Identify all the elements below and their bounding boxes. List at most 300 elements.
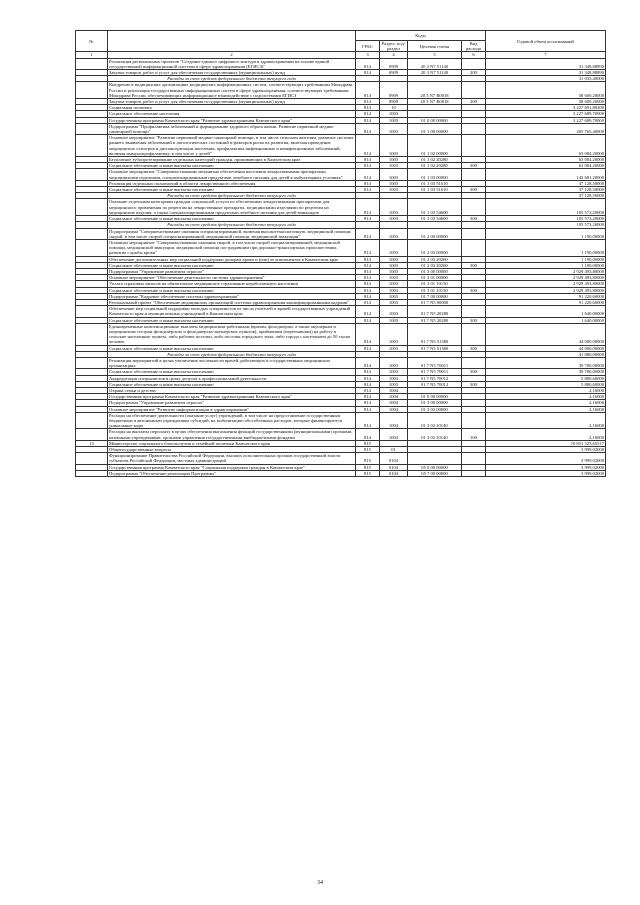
row-grbs-cell: 814 xyxy=(356,293,380,299)
row-name-cell: Основное мероприятие "Развитие первичной медико-санитарной помощи, в том числе сельским жителям, развитие системы раннего выявления заболеваний и патологических состояний и факторов риска их развития, включая проведение медицинских осмотров и диспансеризации населения, профилактика инфекционных и неинфекционных заболеваний, включая иммунопрофилактику, в том числе у детей" xyxy=(108,135,356,157)
row-rzpr-cell: 1003 xyxy=(380,256,408,262)
row-name-cell: Подпрограмма "Кадровое обеспечение системы здравоохранения" xyxy=(108,293,356,299)
row-grbs-cell: 814 xyxy=(356,262,380,268)
row-grbs-cell: 814 xyxy=(356,306,380,317)
row-name-cell: Основное мероприятие "Совершенствование оказания скорой, в том числе скорой специализированной, медицинской помощи, медицинской эвакуации, медицинской помощи пострадавшим при дорожно-транспортных происшествиях, развитие службы крови" xyxy=(108,239,356,256)
budget-table xyxy=(75,30,606,477)
row-rzpr-cell: 1003 xyxy=(380,381,408,387)
idx-cell: 5 xyxy=(408,52,462,58)
row-grbs-cell: 814 xyxy=(356,400,380,406)
row-name-cell: Основное мероприятие "Развитие информатизации в здравоохранении" xyxy=(108,406,356,412)
row-vr-cell: 300 xyxy=(462,187,486,193)
row-number-cell xyxy=(76,412,108,429)
row-rzpr-cell: 1003 xyxy=(380,345,408,351)
row-sum-cell: 39 700,00000 xyxy=(486,357,606,368)
row-sum-cell: 105 573,20000 xyxy=(486,199,606,216)
row-grbs-cell: 814 xyxy=(356,123,380,134)
idx-cell: 4 xyxy=(380,52,408,58)
row-sum-cell: 91 220,60000 xyxy=(486,293,606,299)
row-sum-cell: 10 831 525,65517 xyxy=(486,440,606,446)
row-cs-cell: 01 1 02 00000 xyxy=(408,135,462,157)
row-cs-cell: 01 7 N5 00000 xyxy=(408,299,462,305)
row-grbs-cell: 815 xyxy=(356,440,380,446)
row-name-cell: Расходы на обеспечение деятельности (оказание услуг) учреждений, в том числе на предоставление государственным бюджетным и автономным учреждениям субсидий, на мобилизацию обособленных расходов, которые финансируются уникальные коды xyxy=(108,412,356,429)
row-cs-cell: 01 2 03 20260 xyxy=(408,256,462,262)
row-number-cell xyxy=(76,357,108,368)
row-vr-cell: 300 xyxy=(462,317,486,323)
row-vr-cell xyxy=(462,323,486,345)
row-grbs-cell: 814 xyxy=(356,256,380,262)
row-sum-cell: 3 227 689,70000 xyxy=(486,117,606,123)
row-rzpr-cell: 0104 xyxy=(380,464,408,470)
row-cs-cell: 01 7 N5 20280 xyxy=(408,306,462,317)
row-number-cell xyxy=(76,239,108,256)
row-rzpr-cell: 1003 xyxy=(380,287,408,293)
row-vr-cell xyxy=(462,239,486,256)
budget-table-sheet xyxy=(75,30,605,477)
row-rzpr-cell: 1003 xyxy=(380,187,408,193)
row-cs-cell: 01 7 N5 51380 xyxy=(408,323,462,345)
row-grbs-cell: 814 xyxy=(356,412,380,429)
row-sum-cell: 63 084,20000 xyxy=(486,157,606,163)
row-vr-cell: 300 xyxy=(462,345,486,351)
row-name-cell: Уплата страховых взносов на обязательное медицинское страхование неработающего населения xyxy=(108,281,356,287)
row-sum-cell: 37 128,50000 xyxy=(486,187,606,193)
row-rzpr-cell: 1004 xyxy=(380,406,408,412)
row-sum-cell: 105 573,20000 xyxy=(486,222,606,228)
row-grbs-cell: 814 xyxy=(356,82,380,99)
row-grbs-cell: 814 xyxy=(356,105,380,111)
header-sum: Годовой объем ассигнований xyxy=(486,31,606,52)
row-sum-cell: 31 348,88890 xyxy=(486,70,606,76)
row-name-cell: Расходы за счет средств федерального бюджета текущего года xyxy=(108,193,356,199)
row-cs-cell: 01 1 03 54600 xyxy=(408,216,462,222)
row-sum-cell: 3 999,02000 xyxy=(486,464,606,470)
row-sum-cell: 2,16000 xyxy=(486,406,606,412)
header-name xyxy=(108,31,356,52)
row-grbs-cell: 814 xyxy=(356,135,380,157)
row-rzpr-cell: 1003 xyxy=(380,317,408,323)
row-grbs-cell: 814 xyxy=(356,323,380,345)
row-grbs-cell: 814 xyxy=(356,169,380,180)
row-name-cell: Социальное обеспечение населения xyxy=(108,111,356,117)
row-number-cell xyxy=(76,199,108,216)
row-rzpr-cell: 1003 xyxy=(380,157,408,163)
row-vr-cell xyxy=(462,228,486,239)
table-row xyxy=(76,239,606,256)
row-vr-cell xyxy=(462,199,486,216)
row-vr-cell xyxy=(462,123,486,134)
row-grbs-cell: 814 xyxy=(356,268,380,274)
row-name-cell: Подпрограмма "Профилактика заболеваний и формирование здорового образа жизни. Развитие первичной медико-санитарной помощи" xyxy=(108,123,356,134)
row-cs-cell: 01 1 03 51610 xyxy=(408,180,462,186)
row-sum-cell: 38 600,20000 xyxy=(486,99,606,105)
row-sum-cell: 205 765,40000 xyxy=(486,123,606,134)
row-name-cell: Подпрограмма "Обеспечение реализации Программы" xyxy=(108,470,356,476)
row-rzpr-cell: 1003 xyxy=(380,357,408,368)
row-name-cell: Министерство социального благополучия и семейной политики Камчатского края xyxy=(108,440,356,446)
row-sum-cell: 44 000,00000 xyxy=(486,345,606,351)
row-cs-cell: 20 3 N7 R0018 xyxy=(408,99,462,105)
row-rzpr-cell: 01 xyxy=(380,447,408,453)
row-sum-cell: 2 929 493,80000 xyxy=(486,275,606,281)
row-cs-cell: 20 3 N7 51140 xyxy=(408,58,462,69)
row-sum-cell: 3 999,02000 xyxy=(486,453,606,464)
row-sum-cell: 2 929 493,80000 xyxy=(486,268,606,274)
idx-cell: 1 xyxy=(76,52,108,58)
row-vr-cell: 100 xyxy=(462,429,486,440)
row-grbs-cell: 814 xyxy=(356,406,380,412)
row-cs-cell: 01 3 00 00000 xyxy=(408,400,462,406)
row-rzpr-cell: 1003 xyxy=(380,262,408,268)
row-grbs-cell: 814 xyxy=(356,199,380,216)
row-number-cell: 13 xyxy=(76,440,108,446)
row-number-cell xyxy=(76,58,108,69)
row-rzpr-cell: 1003 xyxy=(380,163,408,169)
row-rzpr-cell: 1003 xyxy=(380,117,408,123)
row-rzpr-cell: 1003 xyxy=(380,281,408,287)
row-name-cell: Реализация мероприятий в целях увеличения численности врачей, работающих в государственных медицинских организациях xyxy=(108,357,356,368)
row-grbs-cell: 814 xyxy=(356,99,380,105)
row-name-cell: Реализация отдельных полномочий в области лекарственного обеспечения xyxy=(108,180,356,186)
row-number-cell xyxy=(76,470,108,476)
table-row xyxy=(76,357,606,368)
row-grbs-cell: 814 xyxy=(356,275,380,281)
row-sum-cell: 3 999,02000 xyxy=(486,470,606,476)
header-vr: Вид расхода xyxy=(462,41,486,52)
row-grbs-cell: 815 xyxy=(356,447,380,453)
row-name-cell: Расходы за счет средств федерального бюджета текущего года xyxy=(108,76,356,82)
row-rzpr-cell: 1004 xyxy=(380,400,408,406)
row-cs-cell: 01 1 00 00000 xyxy=(408,123,462,134)
row-name-cell: Социальное обеспечение и иные выплаты населению xyxy=(108,369,356,375)
row-rzpr-cell: 1003 xyxy=(380,369,408,375)
table-row xyxy=(76,82,606,99)
row-grbs-cell: 814 xyxy=(356,429,380,440)
row-grbs-cell: 814 xyxy=(356,375,380,381)
row-cs-cell: 01 7 N5 70011 xyxy=(408,369,462,375)
row-vr-cell: 300 xyxy=(462,381,486,387)
page-number: 34 xyxy=(317,880,323,886)
row-vr-cell xyxy=(462,82,486,99)
row-cs-cell: 01 7 N5 20280 xyxy=(408,317,462,323)
row-name-cell: Подпрограмма "Совершенствование оказания специализированной, включая высокотехнологичную, медицинской помощи, скорой, в том числе скорой специализированной, медицинской помощи, медицинской эвакуации" xyxy=(108,228,356,239)
header-rzpr: Раздел, под-раздел xyxy=(380,41,408,52)
row-vr-cell: 200 xyxy=(462,70,486,76)
idx-cell: 6 xyxy=(462,52,486,58)
row-cs-cell: 05 7 00 00000 xyxy=(408,470,462,476)
row-grbs-cell: 814 xyxy=(356,345,380,351)
row-number-cell xyxy=(76,82,108,99)
row-grbs-cell: 814 xyxy=(356,228,380,239)
row-name-cell: Закупка товаров, работ и услуг для обеспечения государственных (муниципальных) нужд xyxy=(108,70,356,76)
idx-cell: 2 xyxy=(108,52,356,58)
row-number-cell xyxy=(76,135,108,157)
row-grbs-cell: 814 xyxy=(356,299,380,305)
row-number-cell xyxy=(76,429,108,440)
row-grbs-cell: 814 xyxy=(356,111,380,117)
row-cs-cell: 20 3 N7 51140 xyxy=(408,70,462,76)
row-sum-cell: 38 600,20000 xyxy=(486,82,606,99)
row-cs-cell: 01 7 N5 51380 xyxy=(408,345,462,351)
row-cs-cell: 01 7 N5 70011 xyxy=(408,357,462,368)
row-name-cell: Основное мероприятие "Совершенствование механизма обеспечения населения лекарственными препаратами, медицинскими изделиями, специализированными продуктами лечебного питания для детей в амбулаторных условиях" xyxy=(108,169,356,180)
row-sum-cell: 5 880,60000 xyxy=(486,375,606,381)
row-sum-cell: 37 128,50000 xyxy=(486,180,606,186)
row-cs-cell: 01 3 02 10140 xyxy=(408,412,462,429)
row-sum-cell: 3 999,02000 xyxy=(486,447,606,453)
row-vr-cell: 300 xyxy=(462,287,486,293)
row-vr-cell xyxy=(462,135,486,157)
row-cs-cell xyxy=(408,453,462,464)
row-rzpr-cell: 1003 xyxy=(380,275,408,281)
row-rzpr-cell: 1004 xyxy=(380,394,408,400)
row-cs-cell: 01 3 01 10150 xyxy=(408,287,462,293)
row-vr-cell xyxy=(462,357,486,368)
row-cs-cell: 01 3 01 00000 xyxy=(408,275,462,281)
row-cs-cell: 01 1 02 20280 xyxy=(408,157,462,163)
row-grbs-cell: 814 xyxy=(356,387,380,393)
row-name-cell: Расходы за счет средств федерального бюджета текущего года xyxy=(108,222,356,228)
row-number-cell xyxy=(76,123,108,134)
row-name-cell: Охрана семьи и детства xyxy=(108,387,356,393)
row-rzpr-cell: 0104 xyxy=(380,453,408,464)
row-grbs-cell: 815 xyxy=(356,464,380,470)
row-sum-cell: 41 880,00000 xyxy=(486,351,606,357)
row-sum-cell: 2,16000 xyxy=(486,412,606,429)
row-cs-cell: 01 1 02 20280 xyxy=(408,163,462,169)
row-sum-cell: 1 640,00000 xyxy=(486,306,606,317)
row-vr-cell xyxy=(462,306,486,317)
row-name-cell: Социальное обеспечение и иные выплаты населению xyxy=(108,216,356,222)
row-number-cell xyxy=(76,228,108,239)
row-sum-cell: 37 128,50000 xyxy=(486,193,606,199)
row-name-cell: Социальное обеспечение и иные выплаты населению xyxy=(108,262,356,268)
row-vr-cell: 300 xyxy=(462,163,486,169)
row-grbs-cell: 814 xyxy=(356,180,380,186)
row-name-cell: Бесплатное зубопротезирование отдельных категорий граждан, проживающих в Камчатском крае xyxy=(108,157,356,163)
row-cs-cell: 01 1 03 54600 xyxy=(408,199,462,216)
row-cs-cell: 01 7 00 00000 xyxy=(408,293,462,299)
row-sum-cell: 3 227 691,88200 xyxy=(486,105,606,111)
table-row xyxy=(76,323,606,345)
row-name-cell: Региональный проект "Обеспечение медицинских организаций системы здравоохранения квалифицированными кадрами" xyxy=(108,299,356,305)
row-name-cell: Основное мероприятие "Обеспечение деятельности системы здравоохранения" xyxy=(108,275,356,281)
row-name-cell: Социальное обеспечение и иные выплаты населению xyxy=(108,187,356,193)
row-vr-cell xyxy=(462,470,486,476)
table-row xyxy=(76,135,606,157)
row-rzpr-cell: 1004 xyxy=(380,412,408,429)
row-name-cell: Внедрение в медицинских организациях медицинских информационных систем, соответствующих требованиям Минздрава России и реализация государственных информационных систем в сфере здравоохранения, соответствующих требованиям Минздрава России, обеспечивающих информационное взаимодействие с подсистемами ЕГИСЗ xyxy=(108,82,356,99)
row-sum-cell: 105 573,20000 xyxy=(486,216,606,222)
row-grbs-cell: 814 xyxy=(356,70,380,76)
row-sum-cell: 2,16000 xyxy=(486,400,606,406)
header-num: № xyxy=(76,31,108,52)
row-name-cell: Общегосударственные вопросы xyxy=(108,447,356,453)
row-sum-cell: 2,16000 xyxy=(486,429,606,440)
row-rzpr-cell: 1003 xyxy=(380,180,408,186)
row-cs-cell: 05 0 00 00000 xyxy=(408,464,462,470)
row-sum-cell: 63 084,20000 xyxy=(486,135,606,157)
table-row xyxy=(76,453,606,464)
table-body xyxy=(76,58,606,476)
row-sum-cell: 1 640,00000 xyxy=(486,317,606,323)
row-sum-cell: 142 681,20000 xyxy=(486,169,606,180)
row-grbs-cell: 814 xyxy=(356,369,380,375)
row-vr-cell: 300 xyxy=(462,216,486,222)
row-cs-cell: 01 3 02 10140 xyxy=(408,429,462,440)
row-grbs-cell: 814 xyxy=(356,281,380,287)
row-rzpr-cell: 0909 xyxy=(380,70,408,76)
row-cs-cell: 01 3 02 00000 xyxy=(408,406,462,412)
table-row xyxy=(76,470,606,476)
row-grbs-cell: 814 xyxy=(356,157,380,163)
table-row xyxy=(76,199,606,216)
row-number-cell xyxy=(76,306,108,317)
row-sum-cell: 1 190,00000 xyxy=(486,239,606,256)
row-name-cell: Социальное обеспечение и иные выплаты населению xyxy=(108,381,356,387)
row-name-cell: Подпрограмма "Управление развитием отрасли" xyxy=(108,400,356,406)
row-grbs-cell: 814 xyxy=(356,394,380,400)
row-cs-cell: 01 1 03 00000 xyxy=(408,169,462,180)
row-sum-cell: 39 700,00000 xyxy=(486,369,606,375)
row-vr-cell xyxy=(462,58,486,69)
row-sum-cell: 2 929 493,80000 xyxy=(486,281,606,287)
row-rzpr-cell: 0104 xyxy=(380,470,408,476)
row-name-cell: Закупка товаров, работ и услуг для обеспечения государственных (муниципальных) нужд xyxy=(108,99,356,105)
row-name-cell: Расходы на выплаты персоналу в целях обеспечения выполнения функций государственными (муниципальными) органами, казенными учреждениями, органами управления государственными внебюджетными фондами xyxy=(108,429,356,440)
row-name-cell: Аккредитация специалистов в целях допуска к профессиональной деятельности xyxy=(108,375,356,381)
row-cs-cell: 01 3 00 00000 xyxy=(408,268,462,274)
row-grbs-cell: 814 xyxy=(356,239,380,256)
row-cs-cell: 01 0 00 00000 xyxy=(408,117,462,123)
row-rzpr-cell: 1003 xyxy=(380,135,408,157)
row-rzpr-cell: 1003 xyxy=(380,323,408,345)
row-rzpr-cell: 1003 xyxy=(380,299,408,305)
row-cs-cell: 01 7 N5 70012 xyxy=(408,375,462,381)
row-name-cell: Функционирование Правительства Российской Федерации, высших исполнительных органов государственной власти субъектов Российской Федерации, местных администраций xyxy=(108,453,356,464)
row-grbs-cell: 814 xyxy=(356,357,380,368)
row-name-cell: Государственная программа Камчатского края "Социальная поддержка граждан в Камчатском крае" xyxy=(108,464,356,470)
row-grbs-cell: 814 xyxy=(356,317,380,323)
row-rzpr-cell: 1003 xyxy=(380,199,408,216)
row-name-cell: Социальное обеспечение и иные выплаты населению xyxy=(108,163,356,169)
table-row xyxy=(76,123,606,134)
row-sum-cell: 44 000,00000 xyxy=(486,323,606,345)
row-cs-cell: 01 3 01 10150 xyxy=(408,281,462,287)
row-vr-cell: 200 xyxy=(462,99,486,105)
row-cs-cell: 01 0 00 00000 xyxy=(408,394,462,400)
row-rzpr-cell: 1003 xyxy=(380,268,408,274)
table-row xyxy=(76,169,606,180)
row-grbs-cell: 814 xyxy=(356,163,380,169)
row-rzpr-cell: 1003 xyxy=(380,228,408,239)
row-name-cell: Социальное обеспечение и иные выплаты населению xyxy=(108,345,356,351)
row-name-cell: Оказание отдельным категориям граждан социальной услуги по обеспечению лекарственными препаратами для медицинского применения по рецептам на лекарственные препараты, медицинскими изделиями по рецептам на медицинские изделия, а также специализированными продуктами лечебного питания для детей-инвалидов xyxy=(108,199,356,216)
row-grbs-cell: 814 xyxy=(356,117,380,123)
row-sum-cell: 63 084,20000 xyxy=(486,163,606,169)
row-cs-cell: 20 3 N7 R0018 xyxy=(408,82,462,99)
row-name-cell: Единовременные компенсационные выплаты медицинским работникам (врачам, фельдшерам, а также акушеркам и медицинским сестрам фельдшерских и фельдшерско-акушерских пунктов), прибывшим (переехавшим) на работу в сельские населенные пункты, либо рабочие поселки, либо поселки городского типа, либо города с населением до 50 тысяч человек xyxy=(108,323,356,345)
row-number-cell xyxy=(76,169,108,180)
idx-cell: 7 xyxy=(486,52,606,58)
row-rzpr-cell: 1003 xyxy=(380,375,408,381)
idx-cell: 3 xyxy=(356,52,380,58)
row-name-cell: Подпрограмма "Управление развитием отрасли" xyxy=(108,268,356,274)
row-rzpr-cell: 1003 xyxy=(380,111,408,117)
row-vr-cell xyxy=(462,453,486,464)
row-sum-cell: 1 190,00000 xyxy=(486,228,606,239)
row-name-cell: Социальное обеспечение и иные выплаты населению xyxy=(108,317,356,323)
row-name-cell: Социальное обеспечение и иные выплаты населению xyxy=(108,287,356,293)
row-sum-cell: 31 348,88890 xyxy=(486,58,606,69)
table-row xyxy=(76,429,606,440)
row-cs-cell: 01 2 03 00000 xyxy=(408,239,462,256)
row-rzpr-cell: 1004 xyxy=(380,429,408,440)
row-grbs-cell: 814 xyxy=(356,187,380,193)
table-row xyxy=(76,228,606,239)
row-sum-cell: 5 880,60000 xyxy=(486,381,606,387)
row-sum-cell: 31 035,40000 xyxy=(486,76,606,82)
row-rzpr-cell: 1003 xyxy=(380,239,408,256)
row-sum-cell: 1 190,00000 xyxy=(486,262,606,268)
header-codes: Коды xyxy=(356,31,486,41)
row-name-cell: Реализация региональных проектов "Создание единого цифрового контура в здравоохранении на основе единой государственной информационной системы в сфере здравоохранения (ЕГИСЗ)" xyxy=(108,58,356,69)
row-rzpr-cell: 1003 xyxy=(380,306,408,317)
row-sum-cell: 2,16000 xyxy=(486,387,606,393)
row-name-cell: Государственная программа Камчатского края "Развитие здравоохранения Камчатского края" xyxy=(108,117,356,123)
row-grbs-cell: 814 xyxy=(356,216,380,222)
row-rzpr-cell: 0909 xyxy=(380,99,408,105)
row-sum-cell: 2,16000 xyxy=(486,394,606,400)
row-vr-cell xyxy=(462,169,486,180)
row-rzpr-cell: 1003 xyxy=(380,123,408,134)
row-grbs-cell: 815 xyxy=(356,453,380,464)
row-vr-cell: 300 xyxy=(462,369,486,375)
row-vr-cell: 300 xyxy=(462,262,486,268)
row-cs-cell: 01 2 03 20260 xyxy=(408,262,462,268)
row-rzpr-cell: 1003 xyxy=(380,216,408,222)
row-sum-cell: 3 227 689,70000 xyxy=(486,111,606,117)
row-sum-cell: 2 929 493,80000 xyxy=(486,287,606,293)
row-name-cell: Государственная программа Камчатского края "Развитие здравоохранения Камчатского края" xyxy=(108,394,356,400)
row-rzpr-cell: 10 xyxy=(380,105,408,111)
table-row xyxy=(76,58,606,69)
row-cs-cell: 01 7 N5 70012 xyxy=(408,381,462,387)
row-grbs-cell: 815 xyxy=(356,470,380,476)
header-grbs: ГРБС xyxy=(356,41,380,52)
row-rzpr-cell: 1003 xyxy=(380,293,408,299)
table-row xyxy=(76,412,606,429)
row-name-cell: Социальная политика xyxy=(108,105,356,111)
row-grbs-cell: 814 xyxy=(356,287,380,293)
row-grbs-cell: 814 xyxy=(356,58,380,69)
row-cs-cell: 01 2 00 00000 xyxy=(408,228,462,239)
row-vr-cell xyxy=(462,412,486,429)
row-cs-cell: 01 1 03 51610 xyxy=(408,187,462,193)
header-row-top xyxy=(76,31,606,41)
row-number-cell xyxy=(76,323,108,345)
row-name-cell: Обеспечение дополнительных мер социальной поддержки донорам крови и (или) ее компонентов в Камчатском крае xyxy=(108,256,356,262)
table-row xyxy=(76,306,606,317)
row-rzpr-cell: 0909 xyxy=(380,58,408,69)
row-sum-cell: 1 190,00000 xyxy=(486,256,606,262)
row-name-cell: Обеспечение мер социальной поддержки молодых специалистов из числа учителей и врачей государственных учреждений Камчатского края и муниципальных учреждений в Камчатском крае xyxy=(108,306,356,317)
row-grbs-cell: 814 xyxy=(356,381,380,387)
row-rzpr-cell: 1004 xyxy=(380,387,408,393)
row-number-cell xyxy=(76,453,108,464)
row-name-cell: Расходы за счет средств федерального бюджета текущего года xyxy=(108,351,356,357)
